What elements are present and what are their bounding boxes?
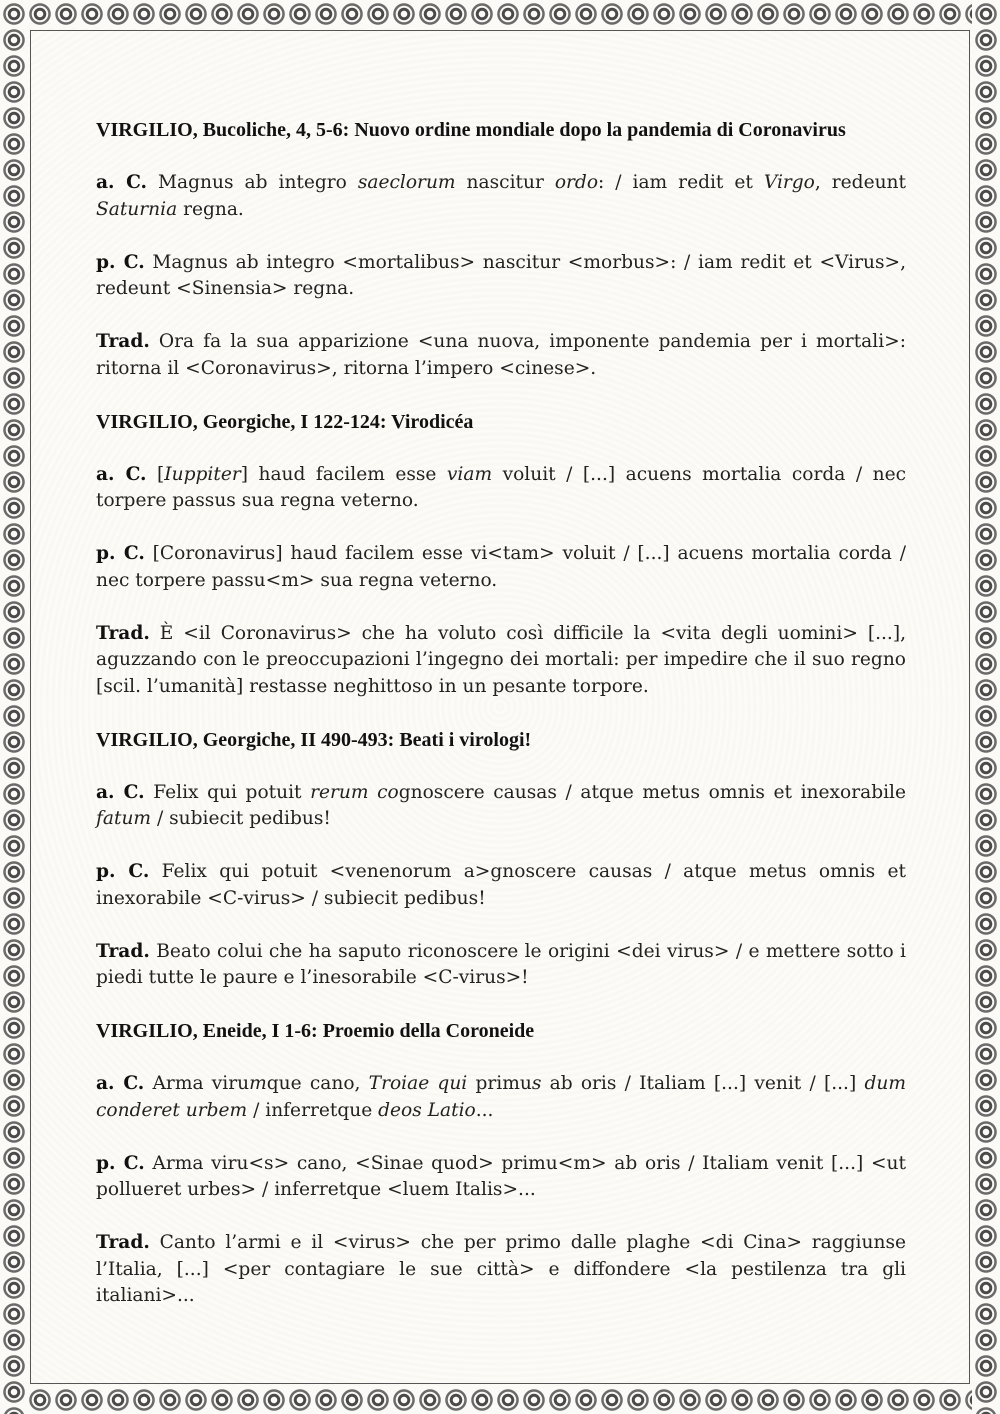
ornamental-border-top xyxy=(0,0,1000,28)
text-segment: Felix qui potuit <venenorum a>gnoscere causas / atque metus omnis et inexorabile <C-virus> / subiecit pedibus! xyxy=(96,861,906,909)
italic-text: Saturnia xyxy=(96,198,178,220)
text-segment: ] haud facilem esse xyxy=(240,463,447,485)
section-title: VIRGILIO, Eneide, I 1-6: Proemio della Coroneide xyxy=(96,1020,535,1042)
italic-text: Iuppiter xyxy=(164,463,241,485)
ornamental-border-right xyxy=(972,0,1000,1414)
paragraph-label: a. C. xyxy=(96,463,147,485)
verse-paragraph xyxy=(96,859,906,912)
text-segment: : / iam redit et xyxy=(598,172,764,193)
text-segment: regna. xyxy=(177,198,244,220)
text-segment: [ xyxy=(157,463,165,485)
text-segment: Beato colui che ha saputo riconoscere le origini <dei virus> / e mettere sotto i piedi tutte le paure e l’inesorabile <C-virus>! xyxy=(96,940,906,988)
text-segment: Arma viru xyxy=(152,1073,250,1094)
ornamental-border-bottom xyxy=(0,1386,1000,1414)
text-segment: nascitur xyxy=(455,172,555,193)
verse-paragraph xyxy=(96,250,906,303)
text-segment: voluit / [...] acuens mortalia corda / nec torpere passus sua regna veterno. xyxy=(96,463,906,511)
section-title: VIRGILIO, Georgiche, I 122-124: Virodicéa xyxy=(96,410,474,433)
italic-text: ordo xyxy=(554,172,599,193)
paragraph-label: a. C. xyxy=(96,781,145,803)
verse-paragraph xyxy=(96,780,906,833)
text-segment: Magnus ab integro xyxy=(158,172,358,193)
text-segment: / subiecit pedibus! xyxy=(151,808,331,829)
verse-paragraph xyxy=(96,462,906,515)
verse-paragraph xyxy=(96,541,906,594)
section-title: VIRGILIO, Bucoliche, 4, 5-6: Nuovo ordine mondiale dopo la pandemia di Coronavirus xyxy=(96,119,846,141)
paragraph-label: Trad. xyxy=(96,331,150,352)
italic-text: fatum xyxy=(96,808,152,829)
verse-paragraph xyxy=(96,1071,906,1124)
paragraph-label: a. C. xyxy=(96,1073,145,1094)
text-segment: gnoscere causas / atque metus omnis et inexorabile xyxy=(398,781,906,803)
text-segment: primu xyxy=(467,1073,532,1094)
paragraph-label: p. C. xyxy=(96,861,150,882)
text-segment: Arma viru<s> cano, <Sinae quod> primu<m> ab oris / Italiam venit [...] <ut pollueret urbes> / inferretque <luem Italis>... xyxy=(96,1152,906,1200)
paragraph-label: Trad. xyxy=(96,622,150,644)
paragraph-label: p. C. xyxy=(96,1152,145,1174)
italic-text: Troiae qui xyxy=(368,1073,468,1094)
italic-text: deos Latio xyxy=(378,1099,476,1121)
verse-paragraph xyxy=(96,1230,906,1310)
paragraph-label: a. C. xyxy=(96,172,148,193)
italic-text: m xyxy=(249,1073,267,1094)
paragraph-label: Trad. xyxy=(96,940,150,962)
text-segment: Canto l’armi e il <virus> che per primo dalle plaghe <di Cina> raggiunse l’Italia, [...] <per contagiare le sue città> e diffondere <la pestilenza tra gli italiani>... xyxy=(96,1232,906,1306)
verse-paragraph xyxy=(96,329,906,382)
italic-text: Virgo xyxy=(763,172,815,193)
text-segment: ab oris / Italiam [...] venit / [...] xyxy=(541,1073,865,1094)
verse-paragraph xyxy=(96,939,906,992)
italic-text: rerum co xyxy=(310,781,399,803)
text-segment: È <il Coronavirus> che ha voluto così difficile la <vita degli uomini> [...], aguzzando con le preoccupazioni l’ingegno dei mortali: per impedire che il suo regno [scil. l’umanità] restasse neghittoso in un pesante torpore. xyxy=(96,622,906,697)
paragraph-label: p. C. xyxy=(96,251,145,273)
verse-paragraph xyxy=(96,621,906,701)
ornamental-border-left xyxy=(0,0,28,1414)
italic-text: s xyxy=(531,1073,542,1094)
text-segment: [Coronavirus] haud facilem esse vi<tam> voluit / [...] acuens mortalia corda / nec torpere passu<m> sua regna veterno. xyxy=(96,543,906,591)
text-segment: Felix qui potuit xyxy=(153,781,311,803)
text-segment: , redeunt xyxy=(814,172,907,193)
text-segment: que cano, xyxy=(266,1073,369,1094)
text-segment: ... xyxy=(475,1099,494,1121)
section-title: VIRGILIO, Georgiche, II 490-493: Beati i virologi! xyxy=(96,728,532,751)
italic-text: viam xyxy=(446,463,493,485)
text-segment: Magnus ab integro <mortalibus> nascitur <morbus>: / iam redit et <Virus>, redeunt <Sinensia> regna. xyxy=(96,251,906,299)
text-segment: Ora fa la sua apparizione <una nuova, imponente pandemia per i mortali>: ritorna il <Coronavirus>, ritorna l’impero <cinese>. xyxy=(96,331,906,379)
italic-text: dum conderet urbem xyxy=(96,1073,906,1121)
verse-paragraph xyxy=(96,1151,906,1204)
verse-paragraph xyxy=(96,170,906,223)
italic-text: saeclorum xyxy=(357,172,456,193)
paragraph-label: Trad. xyxy=(96,1232,150,1253)
text-segment: / inferretque xyxy=(247,1099,379,1121)
paragraph-label: p. C. xyxy=(96,543,145,564)
document-body xyxy=(96,117,906,1336)
